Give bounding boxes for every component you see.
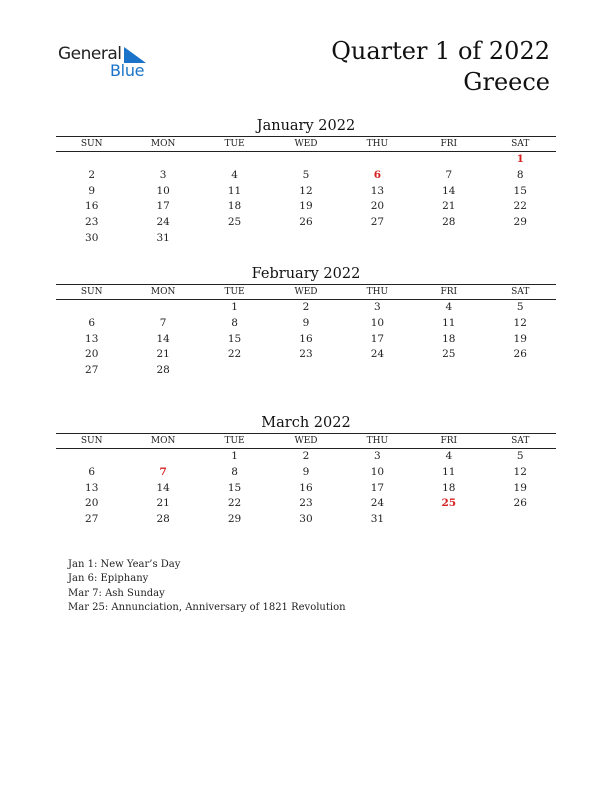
holiday-note: Jan 1: New Year’s Day [68, 559, 181, 570]
day-cell: 30 [85, 231, 99, 244]
weekday-label: SUN [80, 139, 103, 149]
holiday-day-cell: 1 [516, 153, 524, 165]
weekday-label: WED [294, 139, 318, 149]
week-row [56, 316, 556, 332]
weekday-label: FRI [440, 139, 458, 149]
empty-day-cell [413, 231, 484, 247]
day-cell: 3 [374, 450, 381, 462]
empty-day-cell [270, 231, 341, 247]
empty-day-cell [127, 300, 198, 316]
week-row [56, 481, 556, 497]
month-name: January 2022 [256, 118, 356, 134]
day-cell: 8 [231, 465, 238, 478]
month-january [56, 116, 556, 247]
day-cell: 25 [227, 216, 242, 229]
day-cell: 2 [302, 450, 310, 462]
weekday-header-row [56, 284, 556, 300]
day-cell: 27 [85, 513, 99, 526]
empty-day-cell [413, 363, 484, 379]
day-cell: 5 [302, 168, 310, 181]
day-cell: 7 [159, 316, 167, 329]
day-cell: 28 [156, 364, 170, 377]
day-cell: 13 [370, 184, 385, 197]
day-cell: 23 [299, 348, 313, 361]
day-cell: 26 [299, 216, 313, 229]
weekday-header-row [56, 433, 556, 449]
day-cell: 20 [370, 200, 385, 213]
day-cell: 11 [442, 465, 456, 478]
month-february [56, 264, 556, 379]
week-row [56, 184, 556, 200]
day-cell: 21 [442, 200, 456, 213]
week-row [56, 300, 556, 316]
day-cell: 11 [442, 316, 456, 329]
day-cell: 17 [156, 200, 170, 213]
holiday-day-cell: 25 [441, 497, 457, 510]
day-cell: 21 [156, 497, 170, 510]
day-cell: 23 [85, 216, 99, 229]
weekday-label: SAT [511, 287, 530, 297]
weekday-label: THU [366, 139, 389, 149]
day-cell: 15 [227, 332, 242, 345]
weekday-label: TUE [224, 436, 245, 446]
day-cell: 9 [302, 316, 310, 329]
day-cell: 20 [85, 348, 99, 361]
day-cell: 24 [370, 348, 385, 361]
day-cell: 31 [370, 513, 385, 526]
week-row [56, 168, 556, 184]
weekday-label: TUE [224, 139, 245, 149]
empty-day-cell [199, 152, 270, 168]
logo-general-text: General [58, 44, 122, 64]
day-cell: 18 [442, 332, 456, 345]
empty-day-cell [270, 363, 341, 379]
day-cell: 1 [231, 301, 238, 313]
weekday-label: SUN [80, 436, 103, 446]
day-cell: 21 [156, 348, 170, 361]
weekday-label: FRI [440, 287, 458, 297]
empty-day-cell [127, 449, 198, 465]
weekday-label: SAT [511, 436, 530, 446]
day-cell: 15 [513, 184, 527, 197]
day-cell: 8 [231, 316, 238, 329]
day-cell: 10 [370, 465, 385, 478]
week-row [56, 231, 556, 247]
day-cell: 6 [88, 316, 96, 329]
day-cell: 19 [513, 332, 527, 345]
day-cell: 3 [159, 168, 167, 181]
day-cell: 17 [370, 332, 385, 345]
day-cell: 14 [442, 184, 456, 197]
day-cell: 24 [370, 497, 385, 510]
day-cell: 30 [299, 513, 313, 526]
weekday-label: MON [150, 436, 176, 446]
day-cell: 4 [231, 168, 238, 181]
day-cell: 3 [374, 301, 381, 313]
holiday-note: Mar 25: Annunciation, Anniversary of 1821 Revolution [68, 601, 346, 613]
day-cell: 11 [227, 184, 242, 197]
weekday-label: MON [150, 287, 176, 297]
day-cell: 19 [299, 200, 313, 213]
holiday-note: Mar 7: Ash Sunday [68, 587, 165, 599]
day-cell: 5 [516, 301, 524, 313]
day-cell: 28 [442, 216, 456, 229]
day-cell: 12 [513, 465, 527, 478]
day-cell: 9 [302, 465, 310, 478]
empty-day-cell [127, 152, 198, 168]
day-cell: 7 [445, 168, 453, 181]
empty-day-cell [342, 152, 413, 168]
empty-day-cell [56, 300, 127, 316]
day-cell: 12 [513, 316, 527, 329]
day-cell: 19 [513, 481, 527, 494]
page-title [331, 36, 550, 98]
day-cell: 15 [227, 481, 242, 494]
day-cell: 20 [85, 497, 99, 510]
title-quarter: Quarter 1 of 2022 [331, 37, 550, 65]
week-row [56, 152, 556, 168]
day-cell: 10 [370, 316, 385, 329]
logo-blue-text: Blue [110, 61, 145, 80]
week-row [56, 449, 556, 465]
empty-day-cell [199, 363, 270, 379]
day-cell: 14 [156, 332, 170, 345]
day-cell: 2 [302, 301, 310, 313]
empty-day-cell [485, 512, 556, 528]
day-cell: 13 [85, 481, 99, 494]
day-cell: 5 [516, 450, 524, 462]
weekday-label: THU [366, 436, 389, 446]
day-cell: 16 [85, 200, 99, 213]
day-cell: 26 [513, 348, 527, 361]
month-name: March 2022 [261, 415, 351, 431]
holiday-notes [68, 558, 346, 615]
weekday-label: THU [366, 287, 389, 297]
day-cell: 9 [88, 184, 96, 197]
day-cell: 26 [513, 497, 527, 510]
day-cell: 14 [156, 481, 170, 494]
empty-day-cell [413, 152, 484, 168]
empty-day-cell [199, 231, 270, 247]
day-cell: 23 [299, 497, 313, 510]
month-march [56, 413, 556, 528]
day-cell: 1 [231, 450, 238, 462]
empty-day-cell [485, 231, 556, 247]
holiday-note: Jan 6: Epiphany [68, 573, 149, 585]
day-cell: 4 [445, 301, 453, 313]
empty-day-cell [485, 363, 556, 379]
week-row [56, 215, 556, 231]
weekday-label: SUN [80, 287, 103, 297]
day-cell: 17 [370, 481, 385, 494]
week-row [56, 496, 556, 512]
weekday-label: SAT [511, 139, 530, 149]
day-cell: 29 [227, 513, 242, 526]
day-cell: 22 [513, 200, 527, 213]
day-cell: 25 [442, 348, 456, 361]
day-cell: 4 [445, 450, 453, 462]
weekday-label: FRI [440, 436, 458, 446]
day-cell: 29 [513, 216, 527, 229]
day-cell: 13 [85, 332, 99, 345]
week-row [56, 465, 556, 481]
logo [58, 44, 158, 80]
holiday-day-cell: 6 [373, 168, 382, 181]
day-cell: 12 [299, 184, 313, 197]
day-cell: 27 [370, 216, 385, 229]
day-cell: 22 [227, 348, 242, 361]
empty-day-cell [56, 152, 127, 168]
weekday-label: TUE [224, 287, 245, 297]
empty-day-cell [342, 231, 413, 247]
day-cell: 8 [516, 168, 524, 181]
week-row [56, 332, 556, 348]
day-cell: 31 [156, 231, 170, 244]
holiday-day-cell: 7 [159, 465, 167, 478]
week-row [56, 347, 556, 363]
weekday-label: MON [150, 139, 176, 149]
week-row [56, 363, 556, 379]
day-cell: 10 [156, 184, 170, 197]
day-cell: 27 [85, 364, 99, 377]
day-cell: 22 [227, 497, 242, 510]
empty-day-cell [56, 449, 127, 465]
weekday-header-row [56, 136, 556, 152]
day-cell: 24 [156, 216, 170, 229]
day-cell: 6 [88, 465, 96, 478]
week-row [56, 512, 556, 528]
title-country: Greece [463, 68, 550, 96]
weekday-label: WED [294, 436, 318, 446]
day-cell: 16 [299, 332, 313, 345]
week-row [56, 199, 556, 215]
empty-day-cell [270, 152, 341, 168]
day-cell: 28 [156, 513, 170, 526]
month-name: February 2022 [251, 266, 361, 282]
day-cell: 18 [227, 200, 242, 213]
day-cell: 18 [442, 481, 456, 494]
empty-day-cell [342, 363, 413, 379]
weekday-label: WED [294, 287, 318, 297]
day-cell: 2 [88, 168, 96, 181]
day-cell: 16 [299, 481, 313, 494]
empty-day-cell [413, 512, 484, 528]
